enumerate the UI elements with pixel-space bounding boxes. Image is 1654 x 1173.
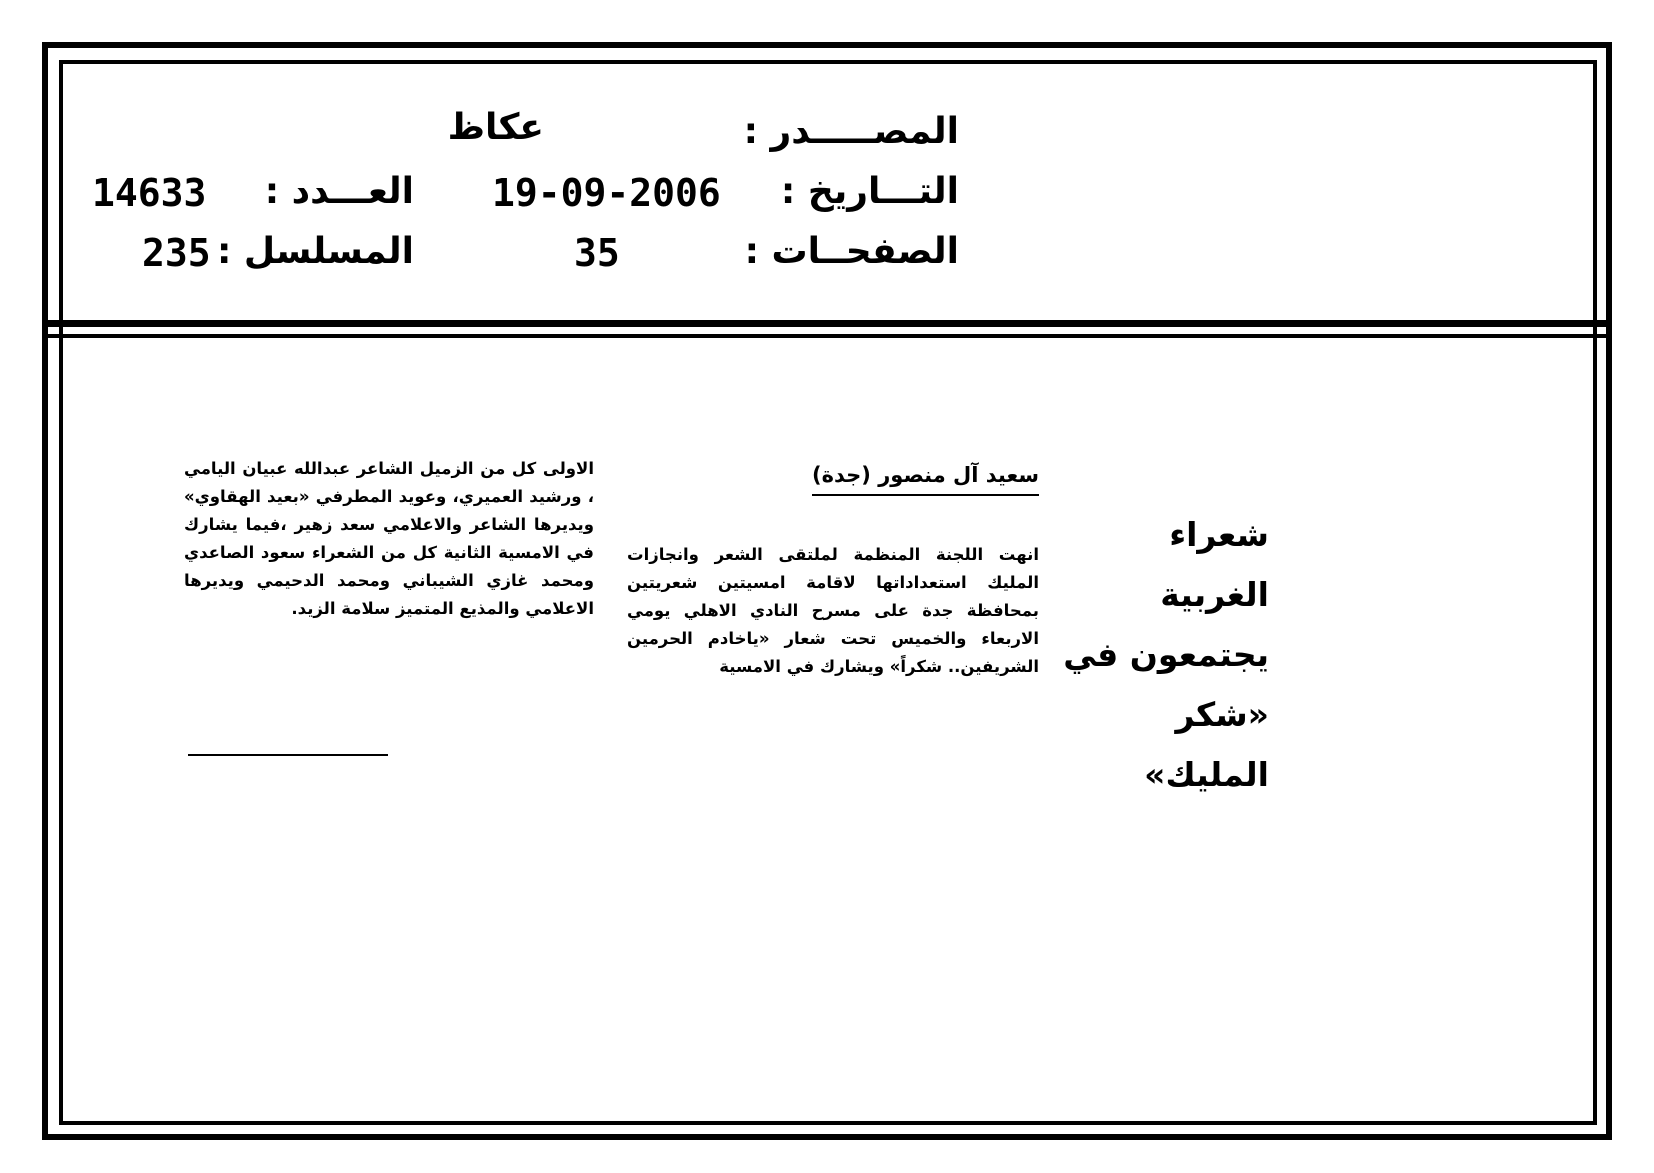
article-column-1: انهت اللجنة المنظمة لملتقى الشعر وانجازات المليك استعداداتها لاقامة امسيتين شعريتين بمحافظة جدة على مسرح النادي الاهلي يومي الاربعاء والخميس تحت شعار «ياخادم الحرمين الشريفين.. شكراً» ويشارك في الامسية	[627, 545, 1039, 676]
pages-value: 35	[574, 231, 620, 275]
issue-label: العـــدد :	[264, 171, 414, 212]
header-divider-inner	[42, 334, 1612, 338]
serial-value: 235	[142, 231, 211, 275]
date-label: التـــاريخ :	[780, 171, 959, 212]
serial-label: المسلسل :	[216, 231, 414, 272]
article-headline: شعراء الغربية يجتمعون في «شكر المليك»	[1063, 515, 1269, 794]
article-byline: سعيد آل منصور (جدة)	[812, 460, 1039, 496]
source-label: المصـــــدر :	[743, 111, 959, 152]
source-value: عكاظ	[447, 107, 544, 148]
article-column-2: الاولى كل من الزميل الشاعر عبدالله عبيان اليامي ، ورشيد العميري، وعويد المطرفي «بعيد الهقاوي» ويديرها الشاعر والاعلامي سعد زهير ،فيما يشارك في الامسية الثانية كل من الشعراء سعود الصاعدي ومحمد غازي الشيباني ومحمد الدحيمي ويديرها الاعلامي والمذيع المتميز سلامة الزيد.	[184, 459, 594, 618]
article-end-rule	[188, 754, 388, 756]
header-divider	[42, 320, 1612, 327]
issue-value: 14633	[92, 171, 207, 215]
date-value: 19-09-2006	[492, 171, 721, 215]
pages-label: الصفحــات :	[744, 231, 959, 272]
